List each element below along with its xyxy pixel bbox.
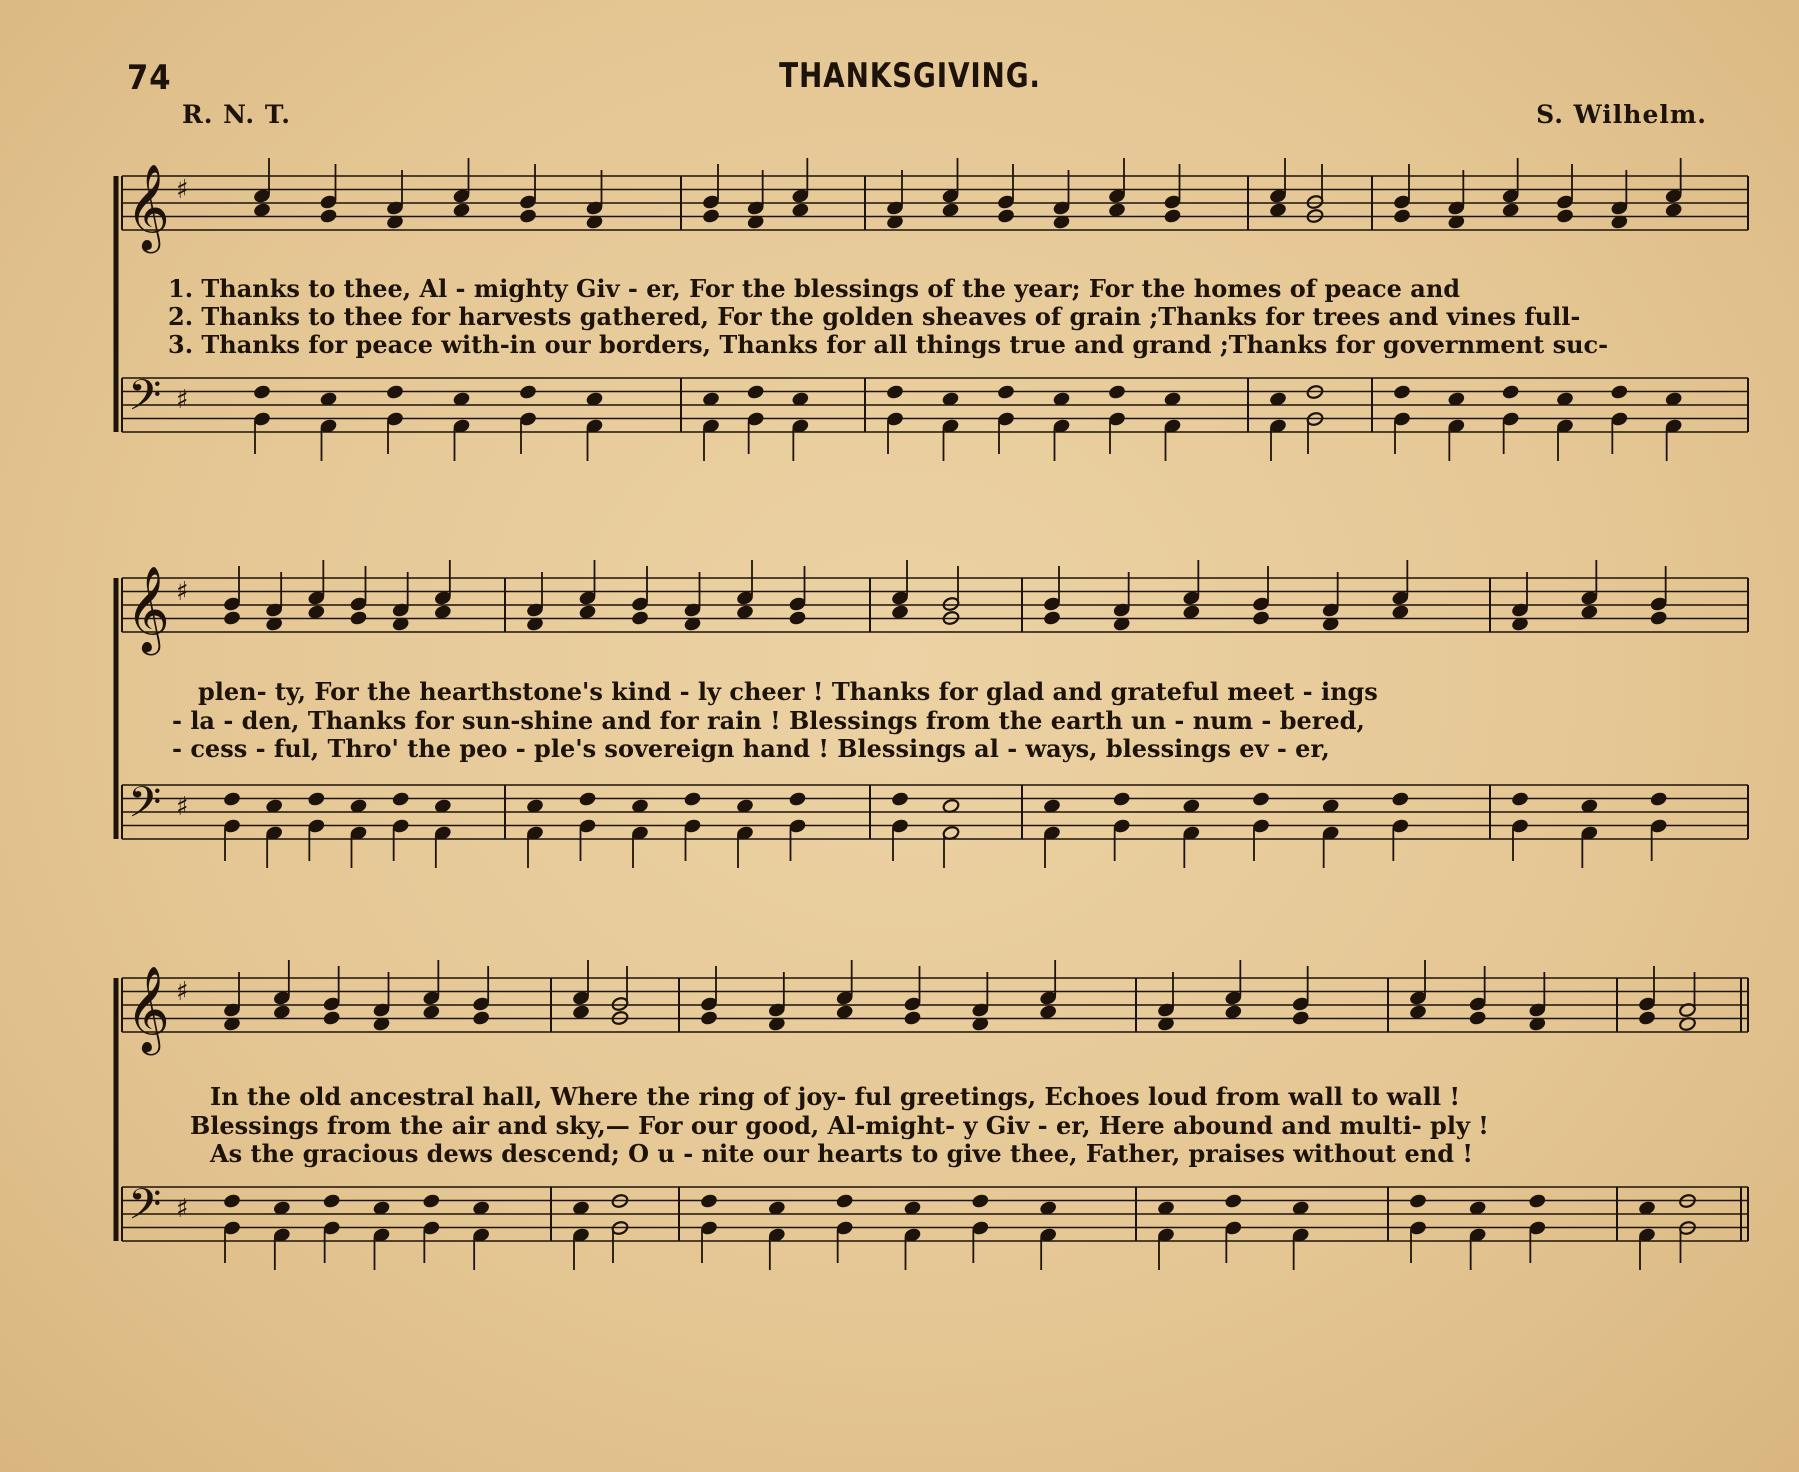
bass-note <box>519 384 537 399</box>
lyric-verse-1-line-3: In the old ancestral hall, Where the ring of joy- ful greetings, Echoes loud from wall to wall ! <box>210 1082 1461 1111</box>
bass-clef-icon: 𝄢 <box>128 371 162 431</box>
treble-note <box>1638 1010 1656 1025</box>
composer-credit: S. Wilhelm. <box>1536 100 1707 129</box>
treble-clef-icon: 𝄞 <box>126 566 170 652</box>
treble-note <box>1182 604 1200 619</box>
treble-note <box>323 1010 341 1025</box>
bass-note <box>1511 791 1529 806</box>
bass-note <box>1113 791 1131 806</box>
treble-clef-icon: 𝄞 <box>126 164 170 250</box>
treble-note <box>422 1004 440 1019</box>
treble-note <box>997 208 1015 223</box>
sharp-icon: ♯ <box>176 385 189 415</box>
sharp-icon: ♯ <box>176 977 189 1007</box>
treble-note <box>1580 604 1598 619</box>
treble-note <box>702 208 720 223</box>
treble-note <box>1409 1004 1427 1019</box>
treble-note <box>1224 1004 1242 1019</box>
treble-clef-icon: 𝄞 <box>126 966 170 1052</box>
treble-note <box>320 208 338 223</box>
treble-note <box>1043 610 1061 625</box>
treble-note <box>1252 610 1270 625</box>
treble-note <box>472 1010 490 1025</box>
lyric-verse-2-line-1: 2. Thanks to thee for harvests gathered, For the golden sheaves of grain ;Thanks for trees and vines full- <box>168 302 1581 331</box>
treble-note <box>700 1010 718 1025</box>
bass-note <box>684 791 702 806</box>
bass-clef-icon: 𝄢 <box>128 778 162 838</box>
bass-note <box>253 384 271 399</box>
bass-note <box>1391 791 1409 806</box>
bass-note <box>422 1193 440 1208</box>
treble-note <box>631 610 649 625</box>
treble-note <box>273 1004 291 1019</box>
treble-note <box>1556 208 1574 223</box>
bass-note <box>1650 791 1668 806</box>
lyric-verse-3-line-2: - cess - ful, Thro' the peo - ple's sovereign hand ! Blessings al - ways, blessings ev - er, <box>172 734 1330 763</box>
sharp-icon: ♯ <box>176 1194 189 1224</box>
bass-note <box>836 1193 854 1208</box>
bass-note <box>1393 384 1411 399</box>
bass-note <box>747 384 765 399</box>
bass-note <box>1224 1193 1242 1208</box>
bass-note <box>223 791 241 806</box>
sharp-icon: ♯ <box>176 175 189 205</box>
treble-note <box>1269 202 1287 217</box>
bass-note <box>1528 1193 1546 1208</box>
treble-note <box>1039 1004 1057 1019</box>
bass-note <box>700 1193 718 1208</box>
lyric-verse-3-line-1: 3. Thanks for peace with-in our borders, Thanks for all things true and grand ;Thanks for government suc- <box>168 330 1609 359</box>
treble-note <box>579 604 597 619</box>
treble-note <box>1391 604 1409 619</box>
lyric-verse-3-line-3: As the gracious dews descend; O u - nite our hearts to give thee, Father, praises without end ! <box>210 1139 1473 1168</box>
treble-note <box>836 1004 854 1019</box>
hymn-title: THANKSGIVING. <box>779 56 1041 96</box>
bass-note <box>1502 384 1520 399</box>
treble-note <box>1502 202 1520 217</box>
page-number: 74 <box>127 58 172 98</box>
bass-note <box>971 1193 989 1208</box>
bass-clef-icon: 𝄢 <box>128 1180 162 1240</box>
bass-note <box>997 384 1015 399</box>
treble-note <box>1665 202 1683 217</box>
treble-note <box>736 604 754 619</box>
bass-note <box>392 791 410 806</box>
bass-note <box>891 791 909 806</box>
lyricist-credit: R. N. T. <box>182 100 291 129</box>
bass-note <box>1108 384 1126 399</box>
sharp-icon: ♯ <box>176 792 189 822</box>
lyric-verse-1-line-1: 1. Thanks to thee, Al - mighty Giv - er, For the blessings of the year; For the homes of peace and <box>168 274 1461 303</box>
treble-note <box>1108 202 1126 217</box>
treble-note <box>1469 1010 1487 1025</box>
treble-note <box>572 1004 590 1019</box>
treble-note <box>434 604 452 619</box>
treble-note <box>789 610 807 625</box>
treble-note <box>791 202 809 217</box>
treble-note <box>942 202 960 217</box>
treble-note <box>1650 610 1668 625</box>
treble-note <box>223 610 241 625</box>
bass-note <box>323 1193 341 1208</box>
sharp-icon: ♯ <box>176 577 189 607</box>
bass-note <box>789 791 807 806</box>
treble-note <box>1292 1010 1310 1025</box>
bass-note <box>307 791 325 806</box>
lyric-verse-2-line-2: - la - den, Thanks for sun-shine and for rain ! Blessings from the earth un - num - bered, <box>172 706 1365 735</box>
treble-note <box>453 202 471 217</box>
treble-note <box>519 208 537 223</box>
treble-note <box>307 604 325 619</box>
lyric-verse-1-line-2: plen- ty, For the hearthstone's kind - ly cheer ! Thanks for glad and grateful meet - ings <box>198 677 1378 706</box>
bass-note <box>886 384 904 399</box>
bass-note <box>1409 1193 1427 1208</box>
lyric-verse-2-line-3: Blessings from the air and sky,— For our good, Al-might- y Giv - er, Here abound and multi- ply ! <box>190 1111 1489 1140</box>
bass-note <box>386 384 404 399</box>
treble-note <box>1164 208 1182 223</box>
treble-note <box>904 1010 922 1025</box>
treble-note <box>253 202 271 217</box>
bass-note <box>1610 384 1628 399</box>
treble-note <box>350 610 368 625</box>
treble-note <box>891 604 909 619</box>
treble-note <box>1393 208 1411 223</box>
bass-note <box>579 791 597 806</box>
bass-note <box>223 1193 241 1208</box>
bass-note <box>1252 791 1270 806</box>
